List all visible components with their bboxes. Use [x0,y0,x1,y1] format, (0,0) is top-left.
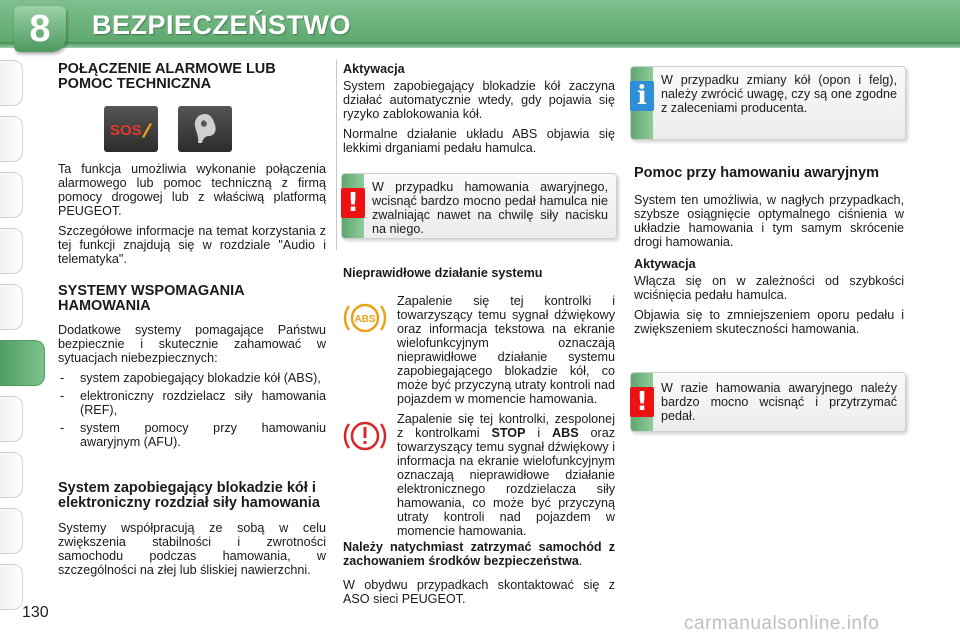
chapter-tab-active[interactable] [0,340,45,386]
column-3 [634,166,904,342]
section-title-emergency-call: POŁĄCZENIE ALARMOWE LUB POMOC TECHNICZNA [58,61,276,92]
stop-instruction: Należy natychmiast zatrzymać samochód z zachowaniem środków bezpieczeństwa [343,540,615,568]
subheading-malfunction: Nieprawidłowe działanie systemu [343,266,543,280]
column-2 [343,62,615,161]
note-text: W przypadku hamowania awaryjnego, wcisnąć bardzo mocno pedał hamulca nie zwalniając nawet na chwilę siły nacisku na niego. [372,180,608,236]
column-1 [58,62,326,583]
paragraph: System ten umożliwia, w nagłych przypadkach, szybsze osiągnięcie optymalnego ciśnienia w układzie hamowania i tym samym skrócenie drogi hamowania. [634,193,904,249]
chapter-tab[interactable] [0,452,23,498]
warning-note-emergency-braking [341,173,617,239]
note-text: W razie hamowania awaryjnego należy bardzo mocno wcisnąć i przytrzymać pedał. [661,381,897,423]
brake-warning-light-icon [343,416,387,538]
paragraph: Włącza się on w zależności od szybkości wciśnięcia pedału hamulca. [634,274,904,302]
exclamation-icon: ! [630,387,654,417]
paragraph: Ta funkcja umożliwia wykonanie połączenia alarmowego lub pomoc techniczną z firmą pomocy drogowej lub z właściwą platformą PEUGEOT. [58,162,326,218]
watermark-url: carmanualsonline.info [684,613,880,634]
chapter-number: 8 [14,6,66,52]
column-divider [336,60,337,250]
exclamation-icon: ! [341,188,365,218]
chapter-tab[interactable] [0,508,23,554]
peugeot-lion-button-icon [178,106,232,152]
info-icon: i [630,81,654,111]
page-title: BEZPIECZEŃSTWO [92,10,352,40]
paragraph: Normalne działanie układu ABS objawia się lekkimi drganiami pedału hamulca. [343,127,615,155]
paragraph: Systemy współpracują ze sobą w celu zwiększenia stabilności i zwrotności samochodu podczas hamowania, w szczególności na złej lub śliskiej nawierzchni. [58,521,326,577]
subheading-activation: Aktywacja [343,62,405,76]
text-run: Zapalenie się tej kontrolki, zespolonej z kontrolkami [397,412,615,440]
text-run: oraz towarzyszący temu sygnał dźwiękowy i informacja na ekranie wielofunkcyjnym oznaczają nieprawidłowe działanie elektronicznego rozdzielacza siły hamowania, co może być przyczyną utraty kontroli nad pojazdem w momencie hamowania. [397,426,616,538]
chapter-tab[interactable] [0,172,23,218]
paragraph: Szczegółowe informacje na temat korzystania z tej funkcji znajdują się w rozdziale "Audio i telematyka". [58,224,326,266]
info-note-wheels [630,66,906,140]
chapter-tab[interactable] [0,60,23,106]
column-2-lower [343,266,615,612]
list-item: - system pomocy przy hamowaniu awaryjnym (AFU). [58,421,326,449]
chapter-tab[interactable] [0,564,23,610]
note-text: W przypadku zmiany kół (opon i felg), należy zwrócić uwagę, czy są one zgodne z zaleceniami producenta. [661,73,897,115]
list-item: - elektroniczny rozdzielacz siły hamowania (REF), [58,389,326,417]
text-run: . [578,554,583,568]
sos-label: SOS [110,122,142,139]
chapter-tab[interactable] [0,228,23,274]
abs-warning-row [343,294,615,406]
list-item: - system zapobiegający blokadzie kół (ABS), [58,371,326,385]
braking-systems-list [58,371,326,449]
section-title-abs-ref: System zapobiegający blokadzie kół i elektroniczny rozdział siły hamowania [58,480,320,511]
abs-icon-label: ABS [354,314,376,325]
page-number: 130 [22,604,49,621]
ref-warning-row [343,412,615,538]
paragraph: W obydwu przypadkach skontaktować się z ASO sieci PEUGEOT. [343,578,615,606]
chapter-tabs [0,60,48,620]
chapter-tab[interactable] [0,284,23,330]
paragraph: Dodatkowe systemy pomagające Państwu bezpiecznie i skutecznie zahamować w sytuacjach niebezpiecznych: [58,323,326,365]
section-title-brake-assist: Pomoc przy hamowaniu awaryjnym [634,165,879,181]
warning-note-press-pedal [630,372,906,432]
section-title-braking-systems: SYSTEMY WSPOMAGANIA HAMOWANIA [58,283,245,314]
emergency-buttons [104,106,326,152]
abs-malfunction-text: Zapalenie się tej kontrolki i towarzyszący temu sygnał dźwiękowy oraz informacja tekstowa na ekranie wielofunkcyjnym oznaczają nieprawidłowe działanie systemu zapobiegającego blokadzie kół, co może być przyczyną utraty kontroli nad pojazdem w momencie hamowania. [397,294,615,406]
header-stripe [0,42,960,48]
abs-warning-light-icon [343,298,387,406]
sos-button-icon [104,106,158,152]
chapter-tab[interactable] [0,396,23,442]
paragraph: Objawia się to zmniejszeniem oporu pedału i zwiększeniem skuteczności hamowania. [634,308,904,336]
paragraph [397,294,615,406]
stop-label: STOP [491,426,526,440]
chapter-tab[interactable] [0,116,23,162]
text-run: i [525,426,553,440]
paragraph: System zapobiegający blokadzie kół zaczyna działać automatycznie wtedy, gdy pojawia się ryzyko zablokowania kół. [343,79,615,121]
paragraph [397,412,615,538]
subheading-activation: Aktywacja [634,257,696,271]
abs-label: ABS [552,426,579,440]
paragraph-stop-instruction [343,540,615,568]
